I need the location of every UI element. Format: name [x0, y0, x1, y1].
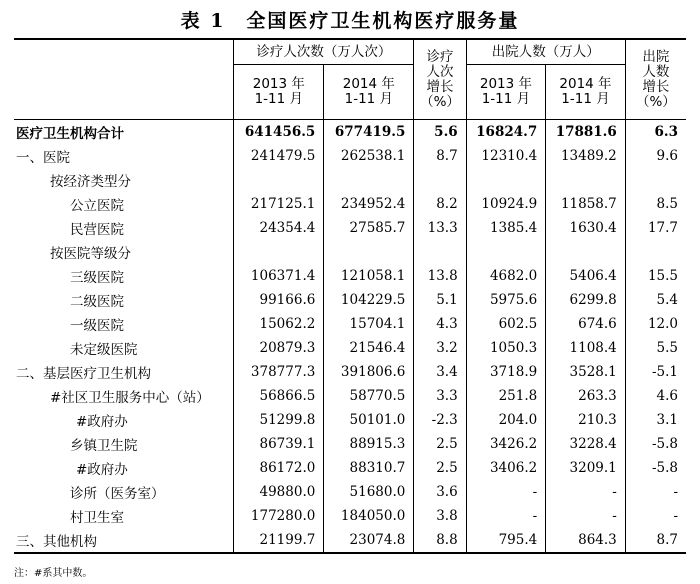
cell-vg: 3.8: [414, 504, 466, 528]
table-row: [14, 432, 686, 456]
cell-v14: 23074.8: [324, 528, 414, 553]
row-label: 公立医院: [14, 192, 234, 216]
cell-d14: 13489.2: [560, 148, 617, 164]
cell-d14: 3528.1: [569, 364, 617, 380]
row-label: #社区卫生服务中心（站）: [14, 384, 234, 408]
cell-vg: 3.2: [414, 336, 466, 360]
cell-d13: 251.8: [466, 384, 546, 408]
cell-dg: -: [625, 480, 686, 504]
cell-dg: -5.8: [625, 456, 686, 480]
cell-v14: 15704.1: [349, 316, 406, 332]
cell-d13: 10924.9: [466, 192, 546, 216]
cell-dg: 6.3: [625, 120, 686, 145]
cell-d14: 1630.4: [569, 220, 617, 236]
discharge-growth-header: 出院 人数 增长 （%）: [625, 39, 686, 120]
cell-v14: 391806.6: [340, 364, 406, 380]
cell-d14: 5406.4: [569, 268, 617, 284]
discharge-2014-header: 2014 年 1-11 月: [559, 76, 612, 107]
cell-dg: 5.4: [625, 288, 686, 312]
cell-v14: 262538.1: [340, 148, 406, 164]
cell-d13: -: [466, 504, 546, 528]
discharge-group-header: 出院人数（万人）: [466, 39, 625, 65]
cell-dg: 3.1: [625, 408, 686, 432]
cell-v14: 51680.0: [349, 484, 406, 500]
cell-d14: 3228.4: [569, 436, 617, 452]
cell-d13: 3406.2: [466, 456, 546, 480]
cell-d13: -: [466, 480, 546, 504]
cell-dg: 8.5: [625, 192, 686, 216]
cell-v14: 88310.7: [349, 460, 406, 476]
cell-v14: 58770.5: [349, 388, 406, 404]
cell-vg: 3.6: [414, 480, 466, 504]
cell-vg: 8.2: [414, 192, 466, 216]
cell-v13: 99166.6: [234, 288, 324, 312]
cell-v13: 241479.5: [234, 144, 324, 168]
cell-d13: 1385.4: [466, 216, 546, 240]
cell-dg: 4.6: [625, 384, 686, 408]
cell-v13: 217125.1: [234, 192, 324, 216]
cell-vg: [414, 240, 466, 264]
cell-vg: 3.3: [414, 384, 466, 408]
cell-v14: 234952.4: [340, 196, 406, 212]
cell-v14: 88915.3: [349, 436, 406, 452]
cell-d13: 3426.2: [466, 432, 546, 456]
cell-v13: 378777.3: [234, 360, 324, 384]
cell-d14: 674.6: [578, 316, 617, 332]
row-label: 医疗卫生机构合计: [14, 120, 234, 145]
footnote: 注：#系其中数。: [14, 568, 93, 579]
row-label: 一、医院: [14, 144, 234, 168]
cell-d14: 3209.1: [569, 460, 617, 476]
row-label: 村卫生室: [14, 504, 234, 528]
cell-v13: 20879.3: [234, 336, 324, 360]
table-row: [14, 240, 686, 264]
table-row: [14, 120, 686, 145]
table-row: [14, 264, 686, 288]
cell-v13: [234, 168, 324, 192]
cell-dg: -5.8: [625, 432, 686, 456]
cell-v13: 177280.0: [234, 504, 324, 528]
table-row: [14, 408, 686, 432]
table-row: [14, 480, 686, 504]
table-row: [14, 456, 686, 480]
cell-dg: 15.5: [625, 264, 686, 288]
cell-dg: [625, 168, 686, 192]
table-row: [14, 168, 686, 192]
row-label: 按经济类型分: [14, 168, 234, 192]
cell-v13: 86172.0: [234, 456, 324, 480]
cell-d13: 12310.4: [466, 144, 546, 168]
cell-vg: [414, 168, 466, 192]
cell-dg: 8.7: [625, 528, 686, 553]
cell-vg: 13.8: [414, 264, 466, 288]
cell-d14: 864.3: [546, 528, 626, 553]
cell-v14: [324, 168, 414, 192]
row-label: 民营医院: [14, 216, 234, 240]
cell-d14: 6299.8: [569, 292, 617, 308]
row-label: #政府办: [14, 408, 234, 432]
table-row: [14, 216, 686, 240]
cell-d14: 210.3: [578, 412, 617, 428]
row-label: 三级医院: [14, 264, 234, 288]
cell-vg: 8.7: [414, 144, 466, 168]
cell-d13: 4682.0: [466, 264, 546, 288]
cell-dg: 5.5: [625, 336, 686, 360]
visits-group-header: 诊疗人次数（万人次）: [234, 39, 414, 65]
row-label: 未定级医院: [14, 336, 234, 360]
cell-dg: 9.6: [625, 144, 686, 168]
cell-d13: 16824.7: [466, 120, 546, 145]
cell-vg: 4.3: [414, 312, 466, 336]
medical-service-table: [14, 38, 686, 554]
cell-vg: 13.3: [414, 216, 466, 240]
cell-dg: -: [625, 504, 686, 528]
cell-v13: [234, 240, 324, 264]
cell-dg: 17.7: [625, 216, 686, 240]
cell-vg: 2.5: [414, 456, 466, 480]
cell-d13: 3718.9: [466, 360, 546, 384]
cell-vg: 3.4: [414, 360, 466, 384]
cell-d14: 11858.7: [560, 196, 617, 212]
row-label: 按医院等级分: [14, 240, 234, 264]
table-row: [14, 528, 686, 553]
cell-d13: 204.0: [466, 408, 546, 432]
table-row: [14, 336, 686, 360]
cell-d14: 17881.6: [555, 124, 617, 140]
table-row: [14, 192, 686, 216]
cell-dg: 12.0: [625, 312, 686, 336]
table-row: [14, 312, 686, 336]
cell-v13: 86739.1: [234, 432, 324, 456]
cell-d14: [546, 168, 626, 192]
discharge-2013-header: 2013 年 1-11 月: [466, 65, 546, 120]
row-label: 二、基层医疗卫生机构: [14, 360, 234, 384]
table-row: [14, 288, 686, 312]
table-row: [14, 144, 686, 168]
cell-d13: 795.4: [466, 528, 546, 553]
cell-vg: 8.8: [414, 528, 466, 553]
cell-vg: -2.3: [414, 408, 466, 432]
row-label: 乡镇卫生院: [14, 432, 234, 456]
cell-vg: 5.6: [414, 120, 466, 145]
cell-v13: 15062.2: [234, 312, 324, 336]
row-label: 一级医院: [14, 312, 234, 336]
cell-v14: 121058.1: [340, 268, 406, 284]
cell-vg: 5.1: [414, 288, 466, 312]
cell-v14: 21546.4: [349, 340, 406, 356]
row-label: 二级医院: [14, 288, 234, 312]
cell-d13: 1050.3: [466, 336, 546, 360]
row-label: #政府办: [14, 456, 234, 480]
row-label-header: [14, 39, 234, 120]
cell-v13: 51299.8: [234, 408, 324, 432]
cell-d14: [546, 240, 626, 264]
cell-v13: 49880.0: [234, 480, 324, 504]
visits-2014-header: 2014 年 1-11 月: [342, 76, 395, 107]
table-row: [14, 360, 686, 384]
cell-d13: 602.5: [466, 312, 546, 336]
cell-d13: [466, 168, 546, 192]
cell-v13: 641456.5: [234, 120, 324, 145]
table-header: [14, 39, 686, 120]
table-body: [14, 120, 686, 554]
cell-v14: 50101.0: [349, 412, 406, 428]
cell-dg: [625, 240, 686, 264]
cell-d14: 1108.4: [569, 340, 617, 356]
cell-d14: -: [612, 508, 617, 524]
cell-v13: 21199.7: [234, 528, 324, 553]
cell-d14: 263.3: [578, 388, 617, 404]
visits-2013-header: 2013 年 1-11 月: [234, 65, 324, 120]
row-label: 三、其他机构: [14, 528, 234, 553]
cell-v14: 184050.0: [340, 508, 406, 524]
cell-dg: -5.1: [625, 360, 686, 384]
visits-growth-header: 诊疗 人次 增长 （%）: [414, 39, 466, 120]
cell-d14: -: [612, 484, 617, 500]
cell-v14: 677419.5: [334, 124, 406, 140]
cell-v13: 56866.5: [234, 384, 324, 408]
cell-v13: 24354.4: [234, 216, 324, 240]
cell-d13: 5975.6: [466, 288, 546, 312]
table-row: [14, 504, 686, 528]
cell-vg: 2.5: [414, 432, 466, 456]
table-row: [14, 384, 686, 408]
cell-d13: [466, 240, 546, 264]
cell-v14: 27585.7: [349, 220, 406, 236]
table-title: 表 1 全国医疗卫生机构医疗服务量: [180, 10, 520, 32]
row-label: 诊所（医务室）: [14, 480, 234, 504]
cell-v14: [324, 240, 414, 264]
cell-v13: 106371.4: [234, 264, 324, 288]
cell-v14: 104229.5: [340, 292, 406, 308]
